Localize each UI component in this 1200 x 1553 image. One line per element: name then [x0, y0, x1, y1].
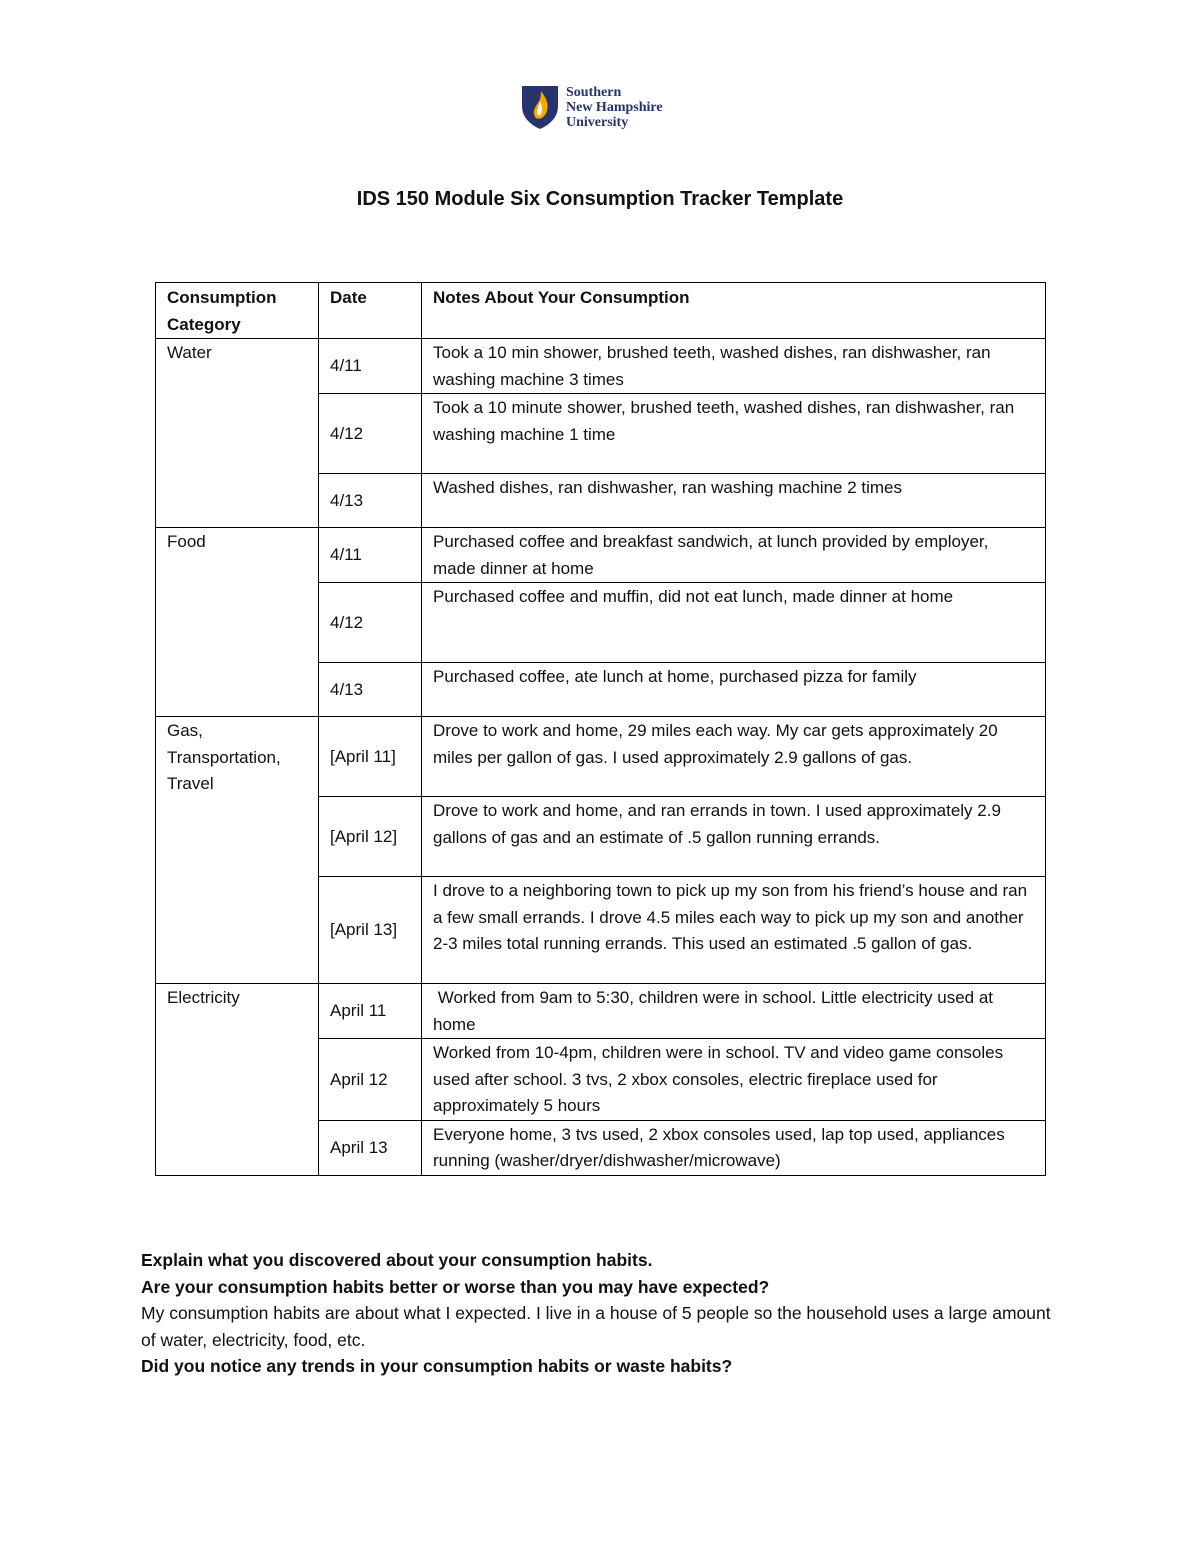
- table-row: [156, 717, 1046, 797]
- notes-cell: Purchased coffee, ate lunch at home, purchased pizza for family: [422, 663, 1046, 717]
- notes-cell: Purchased coffee and muffin, did not eat lunch, made dinner at home: [422, 583, 1046, 663]
- notes-cell: Took a 10 minute shower, brushed teeth, washed dishes, ran dishwasher, ran washing machine 1 time: [422, 394, 1046, 474]
- date-cell: [April 13]: [319, 877, 422, 984]
- date-cell: 4/12: [319, 394, 422, 474]
- header-notes: Notes About Your Consumption: [422, 283, 1046, 339]
- date-cell: 4/12: [319, 583, 422, 663]
- question-3: Did you notice any trends in your consumption habits or waste habits?: [141, 1356, 733, 1376]
- date-cell: 4/13: [319, 474, 422, 528]
- notes-cell: Worked from 10-4pm, children were in school. TV and video game consoles used after school. 3 tvs, 2 xbox consoles, electric fireplace used for approximately 5 hours: [422, 1039, 1046, 1121]
- logo-line-1: Southern: [566, 84, 622, 100]
- university-logo: [521, 84, 663, 130]
- notes-cell: I drove to a neighboring town to pick up my son from his friend’s house and ran a few small errands. I drove 4.5 miles each way to pick up my son and another 2-3 miles total running errands. This used an estimated .5 gallon of gas.: [422, 877, 1046, 984]
- date-cell: April 11: [319, 984, 422, 1039]
- notes-cell: Took a 10 min shower, brushed teeth, washed dishes, ran dishwasher, ran washing machine 3 times: [422, 339, 1046, 394]
- table-row: [156, 528, 1046, 583]
- category-electricity: Electricity: [156, 984, 319, 1176]
- header-date: Date: [319, 283, 422, 339]
- notes-cell: Purchased coffee and breakfast sandwich, at lunch provided by employer, made dinner at home: [422, 528, 1046, 583]
- date-cell: [April 12]: [319, 797, 422, 877]
- header-category: Consumption Category: [156, 283, 319, 339]
- category-food: Food: [156, 528, 319, 717]
- flame-shield-icon: [521, 84, 559, 130]
- date-cell: 4/11: [319, 339, 422, 394]
- notes-cell: Washed dishes, ran dishwasher, ran washing machine 2 times: [422, 474, 1046, 528]
- answer-2: My consumption habits are about what I expected. I live in a house of 5 people so the household uses a large amount of water, electricity, food, etc.: [141, 1303, 1051, 1350]
- date-cell: 4/11: [319, 528, 422, 583]
- date-cell: 4/13: [319, 663, 422, 717]
- document-title: IDS 150 Module Six Consumption Tracker Template: [356, 188, 844, 210]
- category-water: Water: [156, 339, 319, 528]
- table-header-row: [156, 283, 1046, 339]
- table-row: [156, 984, 1046, 1039]
- notes-cell: Everyone home, 3 tvs used, 2 xbox consoles used, lap top used, appliances running (washer/dryer/dishwasher/microwave): [422, 1120, 1046, 1175]
- date-cell: April 12: [319, 1039, 422, 1121]
- date-cell: [April 11]: [319, 717, 422, 797]
- question-1: Explain what you discovered about your consumption habits.: [141, 1250, 653, 1270]
- notes-cell: Drove to work and home, and ran errands in town. I used approximately 2.9 gallons of gas and an estimate of .5 gallon running errands.: [422, 797, 1046, 877]
- date-cell: April 13: [319, 1120, 422, 1175]
- reflection-section: [141, 1247, 1061, 1380]
- notes-cell: Drove to work and home, 29 miles each way. My car gets approximately 20 miles per gallon of gas. I used approximately 2.9 gallons of gas.: [422, 717, 1046, 797]
- table-row: [156, 339, 1046, 394]
- category-gas: Gas, Transportation, Travel: [156, 717, 319, 984]
- logo-wordmark: [566, 85, 663, 130]
- notes-cell: Worked from 9am to 5:30, children were in school. Little electricity used at home: [422, 984, 1046, 1039]
- question-2: Are your consumption habits better or worse than you may have expected?: [141, 1276, 770, 1297]
- logo-line-3: University: [566, 114, 629, 130]
- logo-line-2: New Hampshire: [566, 99, 663, 115]
- consumption-table: [155, 282, 1046, 1176]
